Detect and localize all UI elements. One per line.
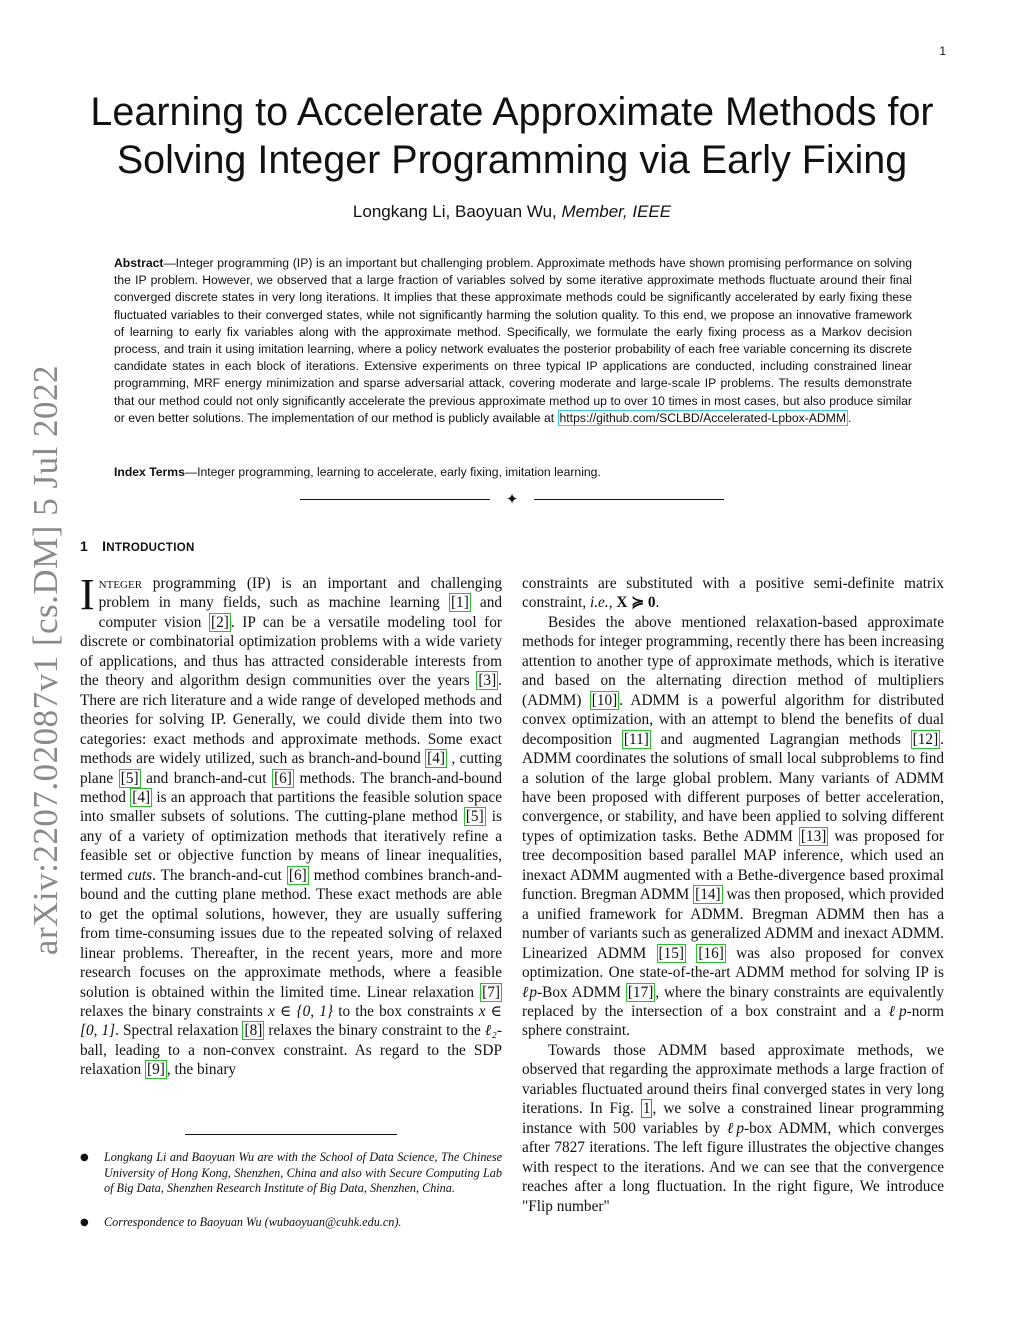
separator-line-left xyxy=(300,499,490,500)
citation-link[interactable]: [5] xyxy=(465,808,484,826)
intro-paragraph-1-cont xyxy=(522,574,944,613)
arxiv-identifier-stamp xyxy=(26,360,66,960)
math-inline: ℓp xyxy=(522,983,538,1001)
separator-line-right xyxy=(534,499,724,500)
bullet-icon: ● xyxy=(80,1152,89,1163)
footnote-rule xyxy=(185,1134,397,1135)
right-column xyxy=(522,574,944,1216)
text-run: programming (IP) is an important and challenging problem in many fields, such as machine learning xyxy=(98,575,502,612)
text-run: , we solve a constrained linear programming instance with 500 variables by xyxy=(522,1100,944,1137)
intro-paragraph-2 xyxy=(522,613,944,1041)
math-inline: x ∈ [0, 1] xyxy=(80,1002,502,1040)
text-run: -box ADMM, which converges after 7827 iterations. The left figure illustrates the objective changes with respect to the iterations. And we can see that the convergence reaches after a long fluctuation. In the right figure, We introduce "Flip number" xyxy=(522,1119,945,1215)
citation-link[interactable]: [4] xyxy=(132,788,151,806)
text-run: -Box ADMM xyxy=(537,983,626,1001)
text-run: relaxes the binary constraint to the xyxy=(264,1022,485,1040)
text-run: . Spectral relaxation xyxy=(115,1022,243,1040)
abstract-text: —Integer programming (IP) is an important but challenging problem. Approximate methods have shown promising performance on solving the IP problem. However, we observed that a large fraction of variables solved by some iterative approximate methods fluctuate around their final converged discrete states in very long iterations. It implies that these approximate methods could be significantly accelerated by early fixing these fluctuated variables to their converged states, while not significantly harming the solution quality. To this end, we propose an innovative framework of learning to early fix variables along with the approximate method. Specifically, we formulate the early fixing process as a Markov decision process, and train it using imitation learning, where a policy network evaluates the posterior probability of each free variable concerning its discrete candidate states in each block of iterations. Extensive experiments on three typical IP applications are conducted, including constrained linear programming, MRF energy minimization and sparse adversarial attack, covering moderate and large-scale IP problems. The results demonstrate that our method could not only significantly accelerate the previous approximate method up to over 10 times in most cases, but also produce similar or even better solutions. The implementation of our method is publicly available at xyxy=(114,256,912,425)
text-run: was proposed for tree decomposition based parallel MAP inference, which used an inexact ADMM augmented with a Bethe-divergence based proximal function. Bregman ADMM xyxy=(522,827,944,904)
footnote-correspondence xyxy=(80,1215,502,1231)
intro-paragraph-1 xyxy=(80,570,503,1080)
text-run: . xyxy=(655,594,660,612)
math-inline: ℓp xyxy=(888,1002,907,1020)
footnote-correspondence-text: Correspondence to Baoyuan Wu (wubaoyuan@cuhk.edu.cn). xyxy=(104,1214,402,1229)
author-membership: Member, IEEE xyxy=(561,202,672,221)
drop-cap: I xyxy=(80,570,95,619)
citation-link[interactable]: [13] xyxy=(800,827,827,845)
section-number: 1 xyxy=(80,538,89,554)
text-run: . ADMM coordinates the solutions of small local subproblems to find a solution of the large global problem. Many variants of ADMM have been proposed with different purposes of better acceleration, convergence, or stability, and have been applied to solving different types of optimization tasks. Bethe ADMM xyxy=(522,730,944,845)
author-names: Longkang Li, Baoyuan Wu, xyxy=(352,202,557,221)
index-terms xyxy=(114,464,912,481)
section-title-initial: I xyxy=(102,538,107,554)
page-number: 1 xyxy=(939,44,946,58)
text-run: . The branch-and-cut xyxy=(152,866,287,884)
citation-link[interactable]: [8] xyxy=(244,1022,263,1040)
citation-link[interactable]: [4] xyxy=(427,750,445,768)
abstract-end: . xyxy=(848,410,852,425)
intro-paragraph-3 xyxy=(522,1041,944,1216)
citation-link[interactable]: [12] xyxy=(912,730,939,748)
citation-link[interactable]: [6] xyxy=(274,769,292,787)
math-inline: i.e. xyxy=(589,594,609,612)
citation-link[interactable]: [15] xyxy=(658,944,685,962)
footnotes xyxy=(80,1150,502,1248)
index-terms-label: Index Terms xyxy=(114,465,185,479)
citation-link[interactable]: [11] xyxy=(623,730,649,748)
text-run: . ADMM is a powerful algorithm for distributed convex optimization, with an attempt to blend the benefits of dual decomposition xyxy=(522,691,944,748)
arxiv-identifier-text: arXiv:2207.02087v1 [cs.DM] 5 Jul 2022 xyxy=(26,364,65,956)
citation-link[interactable]: [3] xyxy=(478,672,497,690)
text-run: Towards those ADMM based approximate methods, we observed that regarding the approximate methods a large fraction of variables fluctuated around theirs final converged states in very long iterations. In Fig. xyxy=(522,1041,944,1118)
citation-link[interactable]: [2] xyxy=(210,613,229,631)
citation-link[interactable]: [9] xyxy=(146,1061,165,1079)
smallcaps-lead: nteger xyxy=(98,575,143,592)
text-run: is an approach that partitions the feasible solution space into smaller subsets of solutions. The cutting-plane method xyxy=(80,788,502,826)
text-run: is any of a variety of optimization methods that iteratively refine a feasible set or objective function by means of linear inequalities, termed xyxy=(80,808,502,884)
text-run: methods. The branch-and-bound method xyxy=(80,769,503,806)
citation-link[interactable]: [14] xyxy=(695,886,721,904)
abstract xyxy=(114,255,912,427)
bullet-icon: ● xyxy=(80,1216,89,1228)
section-separator xyxy=(300,490,724,508)
text-run: and branch-and-cut xyxy=(140,769,273,787)
code-repository-link[interactable]: https://github.com/SCLBD/Accelerated-Lpbox-ADMM xyxy=(559,410,847,425)
index-terms-text: —Integer programming, learning to accelerate, early fixing, imitation learning. xyxy=(184,465,601,479)
section-heading-introduction xyxy=(80,538,195,554)
text-run: and computer vision xyxy=(98,594,502,631)
math-inline: ℓ₂ xyxy=(484,1022,497,1040)
math-inline: X ≽ 0 xyxy=(616,594,656,612)
text-run: was then proposed, which provided a unified framework for ADMM. Bregman ADMM then has a number of variants such as generalized ADMM and inexact ADMM. Linearized ADMM xyxy=(522,886,944,962)
text-run: and augmented Lagrangian methods xyxy=(650,730,911,748)
citation-link[interactable]: [5] xyxy=(120,769,139,787)
text-run: , cutting plane xyxy=(80,750,502,787)
author-line xyxy=(60,202,964,222)
paper-title: Learning to Accelerate Approximate Methods for Solving Integer Programming via Early Fixing xyxy=(90,90,934,182)
citation-link[interactable]: [7] xyxy=(482,983,500,1001)
citation-link[interactable]: [17] xyxy=(627,983,654,1001)
footnote-affiliation xyxy=(80,1150,502,1197)
abstract-label: Abstract xyxy=(114,256,164,270)
text-run: to the box constraints xyxy=(333,1002,479,1020)
left-column xyxy=(80,570,503,1080)
text-run: -norm sphere constraint. xyxy=(522,1002,944,1040)
text-run: . There are rich literature and a wide range of developed methods and theories for solving IP. Generally, we could divide them into two categories: exact methods and approximate methods. Some exact methods are widely utilized, such as branch-and-bound xyxy=(80,672,502,768)
diamond-ornament-icon: ✦ xyxy=(505,490,519,508)
citation-link[interactable]: [16] xyxy=(698,944,724,962)
citation-link[interactable]: [10] xyxy=(591,691,618,709)
text-run: was also proposed for convex optimization. One state-of-the-art ADMM method for solving IP is xyxy=(522,944,945,982)
text-run: , xyxy=(608,594,617,612)
figure-reference-link[interactable]: 1 xyxy=(642,1100,651,1118)
math-inline: x ∈ {0, 1} xyxy=(268,1002,334,1020)
text-run: relaxes the binary constraints xyxy=(80,1002,269,1020)
citation-link[interactable]: [1] xyxy=(450,594,469,612)
text-run: constraints are substituted with a positive semi-definite matrix constraint, xyxy=(522,575,944,612)
section-title-rest: NTRODUCTION xyxy=(106,542,195,554)
text-run: , the binary xyxy=(166,1061,237,1079)
text-run: method combines branch-and-bound and the cutting plane method. These exact methods are able to get the optimal solutions, however, they are usually suffering from time-consuming issues due to the repeated solving of relaxed linear problems. Thereafter, in the recent years, more and more research focuses on the approximate methods, where a feasible solution is obtained within the limited time. Linear relaxation xyxy=(80,866,503,1001)
citation-link[interactable]: [6] xyxy=(288,866,307,884)
text-run: . IP can be a versatile modeling tool for discrete or combinatorial optimization problems with a wide variety of applications, and thus has attracted considerable interests from the theory and algorithm design communities over the years xyxy=(80,613,502,690)
text-run: , where the binary constraints are equivalently replaced by the intersection of a box constraint and a xyxy=(522,983,944,1020)
emphasis-cuts: cuts xyxy=(127,866,153,884)
math-inline: ℓp xyxy=(727,1119,745,1137)
footnote-affiliation-text: Longkang Li and Baoyuan Wu are with the School of Data Science, The Chinese University of Hong Kong, Shenzhen, China and also with Secure Computing Lab of Big Data, Shenzhen Research Institute of Big Data, Shenzhen, China. xyxy=(104,1150,502,1196)
text-run: -ball, leading to a non-convex constraint. As regard to the SDP relaxation xyxy=(80,1022,502,1079)
text-run: Besides the above mentioned relaxation-based approximate methods for integer programming, recently there has been increasing attention to another type of approximate methods, which is iterative and based on the alternating direction method of multipliers (ADMM) xyxy=(522,613,944,709)
text-run xyxy=(686,945,696,962)
